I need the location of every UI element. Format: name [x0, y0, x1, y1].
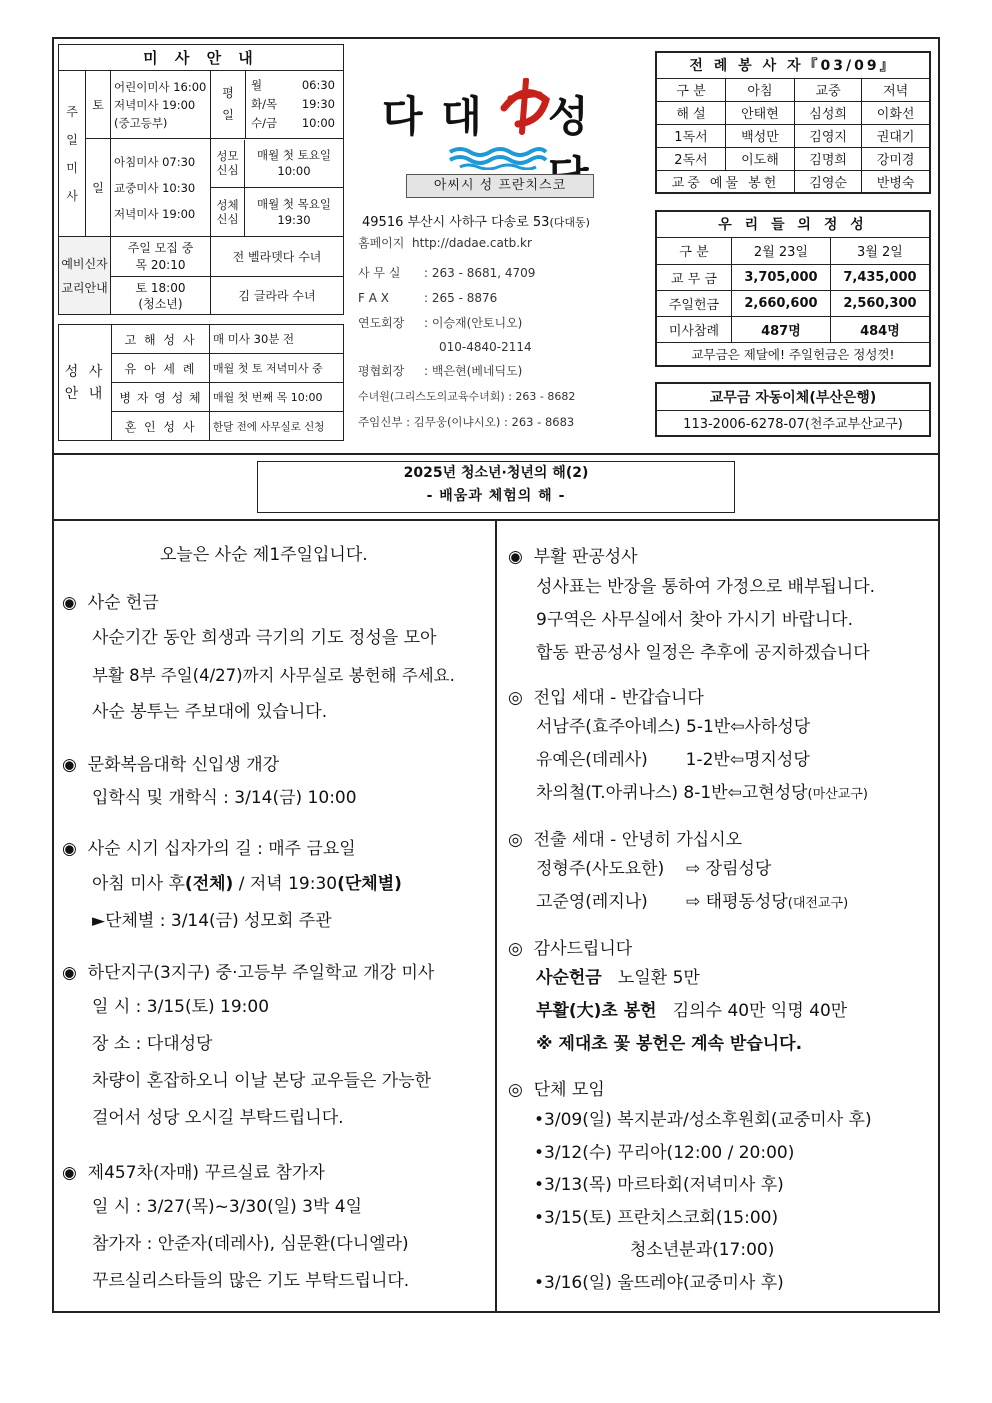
list-item: 유예은(데레사) 1-2반⇦명지성당: [536, 750, 810, 770]
table-row: 해 설 안태현 심성희 이화선: [656, 101, 930, 124]
wave-icon: [448, 146, 548, 170]
sacrament-info: 한달 전에 사무실로 신청: [210, 412, 344, 441]
section-heading: ◎ 감사드립니다: [508, 939, 633, 959]
intro: 오늘은 사순 제1주일입니다.: [160, 545, 368, 565]
mass-schedule-title: 미 사 안 내: [59, 45, 344, 71]
church-logo: [380, 82, 630, 152]
list-item: 서남주(효주아녜스) 5-1반⇦사하성당: [536, 717, 811, 737]
col-header: 저녁: [862, 78, 930, 101]
col-header: 교중: [794, 78, 861, 101]
sunday-mass-label: 주 일 미 사: [59, 71, 86, 237]
saturday-masses: 어린이미사 16:00 저녁미사 19:00 (중고등부): [111, 71, 211, 139]
patron-label: 아씨시 성 프란치스코: [406, 174, 594, 198]
homepage-link[interactable]: http://dadae.catb.kr: [412, 236, 532, 250]
convent: 수녀원(그리스도의교육수녀회) : 263 - 8682: [358, 390, 576, 403]
catechumen-label: 예비신자 교리안내: [59, 237, 111, 315]
auto-transfer-account: 113-2006-6278-07(천주교부산교구): [656, 410, 930, 436]
section-body: [534, 1104, 872, 1299]
offerings-footer: 교무금은 제달에! 주일헌금은 정성껏!: [656, 342, 930, 366]
offerings-title: 우 리 들 의 정 성: [656, 211, 930, 237]
logo-mark-icon: [496, 78, 552, 142]
theme-line-2: - 배움과 체험의 해 -: [426, 488, 566, 504]
weekday-label: 평 일: [211, 71, 246, 139]
fax: F A X : 265 - 8876: [358, 291, 498, 305]
offerings-box: 우 리 들 의 정 성 구 분 2월 23일 3월 2일 교 무 금 3,705,000 7,435,000 주일헌금 2,660,600 2,560,300 미사참례 487명 484명 교무금은 제달에! 주일헌금은 정성껏!: [655, 210, 931, 367]
auto-transfer-title: 교무금 자동이체(부산은행): [656, 383, 930, 410]
col-header: 아침: [726, 78, 795, 101]
catechumen-2-time: 토 18:00 (청소년): [111, 277, 211, 315]
list-item: •3/15(토) 프란치스코회(15:00): [534, 1207, 779, 1228]
section-heading: ◉ 사순 시기 십자가의 길 : 매주 금요일: [62, 839, 356, 859]
mass-schedule-box: [58, 44, 344, 315]
theme-line-1: 2025년 청소년·청년의 해(2): [403, 465, 589, 481]
col-header: 구 분: [656, 78, 726, 101]
section-body: 일 시 : 3/15(토) 19:00 장 소 : 다대성당 차량이 혼잡하오니 이날 본당 교우들은 가능한 걸어서 성당 오시길 부탁드립니다.: [92, 997, 432, 1128]
devotion-cell: [211, 139, 344, 237]
section-heading: ◎ 전입 세대 - 반갑습니다: [508, 688, 704, 708]
section-body: 성사표는 반장을 통하여 가정으로 배부됩니다. 9구역은 사무실에서 찾아 가시기 바랍니다. 합동 판공성사 일정은 추후에 공지하겠습니다: [536, 577, 876, 663]
sunday-label: 일: [86, 139, 111, 237]
section-heading: ◉ 부활 판공성사: [508, 547, 638, 567]
council-president: 평협회장 : 백은현(베네딕도): [358, 364, 523, 378]
column-divider: [495, 519, 497, 1313]
auto-transfer-box: [655, 382, 931, 437]
sacraments-title: 성 사 안 내: [59, 325, 112, 441]
list-item: •3/12(수) 꾸리아(12:00 / 20:00): [534, 1142, 795, 1163]
church-name-left: 다 대: [382, 92, 484, 141]
sacrament-name: 유 아 세 례: [112, 354, 210, 383]
section-body: 사순헌금 노일환 5만 부활(大)초 봉헌 김의수 40만 익명 40만 ※ 제대초 꽃 봉헌은 계속 받습니다.: [536, 968, 848, 1054]
holy-body-label: 성체 신심: [211, 188, 245, 236]
section-body: 일 시 : 3/27(목)~3/30(일) 3박 4일 참가자 : 안준자(데레사), 심문환(다니엘라) 꾸르실리스타들의 많은 기도 부탁드립니다.: [92, 1197, 410, 1291]
district-president-phone: 010-4840-2114: [439, 340, 532, 354]
table-row: 미사참례 487명 484명: [656, 316, 930, 342]
liturgy-servers-title: 전 례 봉 사 자『03/09』: [656, 52, 930, 78]
list-item: •3/09(일) 복지분과/성소후원회(교중미사 후): [534, 1110, 872, 1130]
theme-box: [257, 461, 735, 513]
list-item: •3/13(목) 마르타회(저녁미사 후): [534, 1175, 784, 1195]
section-heading: ◉ 하단지구(3지구) 중·고등부 주일학교 개강 미사: [62, 963, 435, 983]
pastor: 주임신부 : 김무웅(이냐시오) : 263 - 8683: [358, 415, 575, 429]
sacrament-info: 매월 첫 토 저녁미사 중: [210, 354, 344, 383]
sacrament-info: 매월 첫 번째 목 10:00: [210, 383, 344, 412]
church-name-right: 성: [548, 92, 591, 141]
section-heading: ◎ 전출 세대 - 안녕히 가십시오: [508, 830, 743, 850]
weekday-times: 월 06:30 화/목 19:30 수/금 10:00: [246, 71, 344, 139]
sacrament-name: 병 자 영 성 체: [112, 383, 210, 412]
list-item: 고준영(레지나) ⇨ 태평동성당(대전교구): [536, 892, 849, 912]
saturday-label: 토: [86, 71, 111, 139]
catechumen-1-teacher: 전 벨라뎃다 수녀: [211, 237, 344, 277]
header-divider: [52, 453, 940, 455]
table-row: 2독서 이도해 김명희 강미경: [656, 147, 930, 170]
address: 49516 부산시 사하구 다송로 53(다대동): [362, 215, 590, 230]
section-body: [536, 853, 848, 920]
list-item: 차의철(T.아퀴나스) 8-1반⇦고현성당(마산교구): [536, 783, 868, 803]
section-body: 입학식 및 개학식 : 3/14(금) 10:00: [92, 788, 357, 808]
sacrament-name: 혼 인 성 사: [112, 412, 210, 441]
holy-mother-label: 성모 신심: [211, 140, 245, 188]
sacrament-name: 고 해 성 사: [112, 325, 210, 354]
district-president: 연도회장 : 이승재(안토니오): [358, 316, 523, 330]
section-body: 아침 미사 후(전체) / 저녁 19:30(단체별) ►단체별 : 3/14(금) 성모회 주관: [92, 874, 402, 931]
section-body: 사순기간 동안 희생과 극기의 기도 정성을 모아 부활 8부 주일(4/27)까지 사무실로 봉헌해 주세요. 사순 봉투는 주보대에 있습니다.: [92, 628, 455, 722]
offering-label: 교중 예물 봉헌: [656, 170, 794, 193]
sacrament-info: 매 미사 30분 전: [210, 325, 344, 354]
homepage: 홈페이지 http://dadae.catb.kr: [358, 236, 532, 250]
section-body: [536, 711, 868, 811]
section-heading: ◎ 단체 모임: [508, 1080, 605, 1100]
sacraments-box: [58, 324, 344, 441]
section-heading: ◉ 사순 헌금: [62, 593, 159, 613]
liturgy-servers-box: [655, 51, 931, 194]
table-row: 교 무 금 3,705,000 7,435,000: [656, 264, 930, 290]
office-phone: 사 무 실 : 263 - 8681, 4709: [358, 266, 536, 280]
table-row: 교중 예물 봉헌 김영순 반병숙: [656, 170, 930, 193]
list-item: 청소년분과(17:00): [630, 1240, 775, 1260]
table-row: 1독서 백성만 김영지 권대기: [656, 124, 930, 147]
section-heading: ◉ 문화복음대학 신입생 개강: [62, 755, 280, 775]
holy-body-time: 매월 첫 목요일 19:30: [245, 188, 344, 236]
list-item: •3/16(일) 울뜨레야(교중미사 후): [534, 1272, 784, 1293]
holy-mother-time: 매월 첫 토요일 10:00: [245, 140, 344, 188]
sunday-masses: 아침미사 07:30 교중미사 10:30 저녁미사 19:00: [111, 139, 211, 237]
catechumen-1-time: 주일 모집 중 목 20:10: [111, 237, 211, 277]
catechumen-2-teacher: 김 글라라 수녀: [211, 277, 344, 315]
section-heading: ◉ 제457차(자매) 꾸르실료 참가자: [62, 1163, 325, 1183]
list-item: 정형주(사도요한) ⇨ 장림성당: [536, 859, 772, 879]
table-row: 주일헌금 2,660,600 2,560,300: [656, 290, 930, 316]
